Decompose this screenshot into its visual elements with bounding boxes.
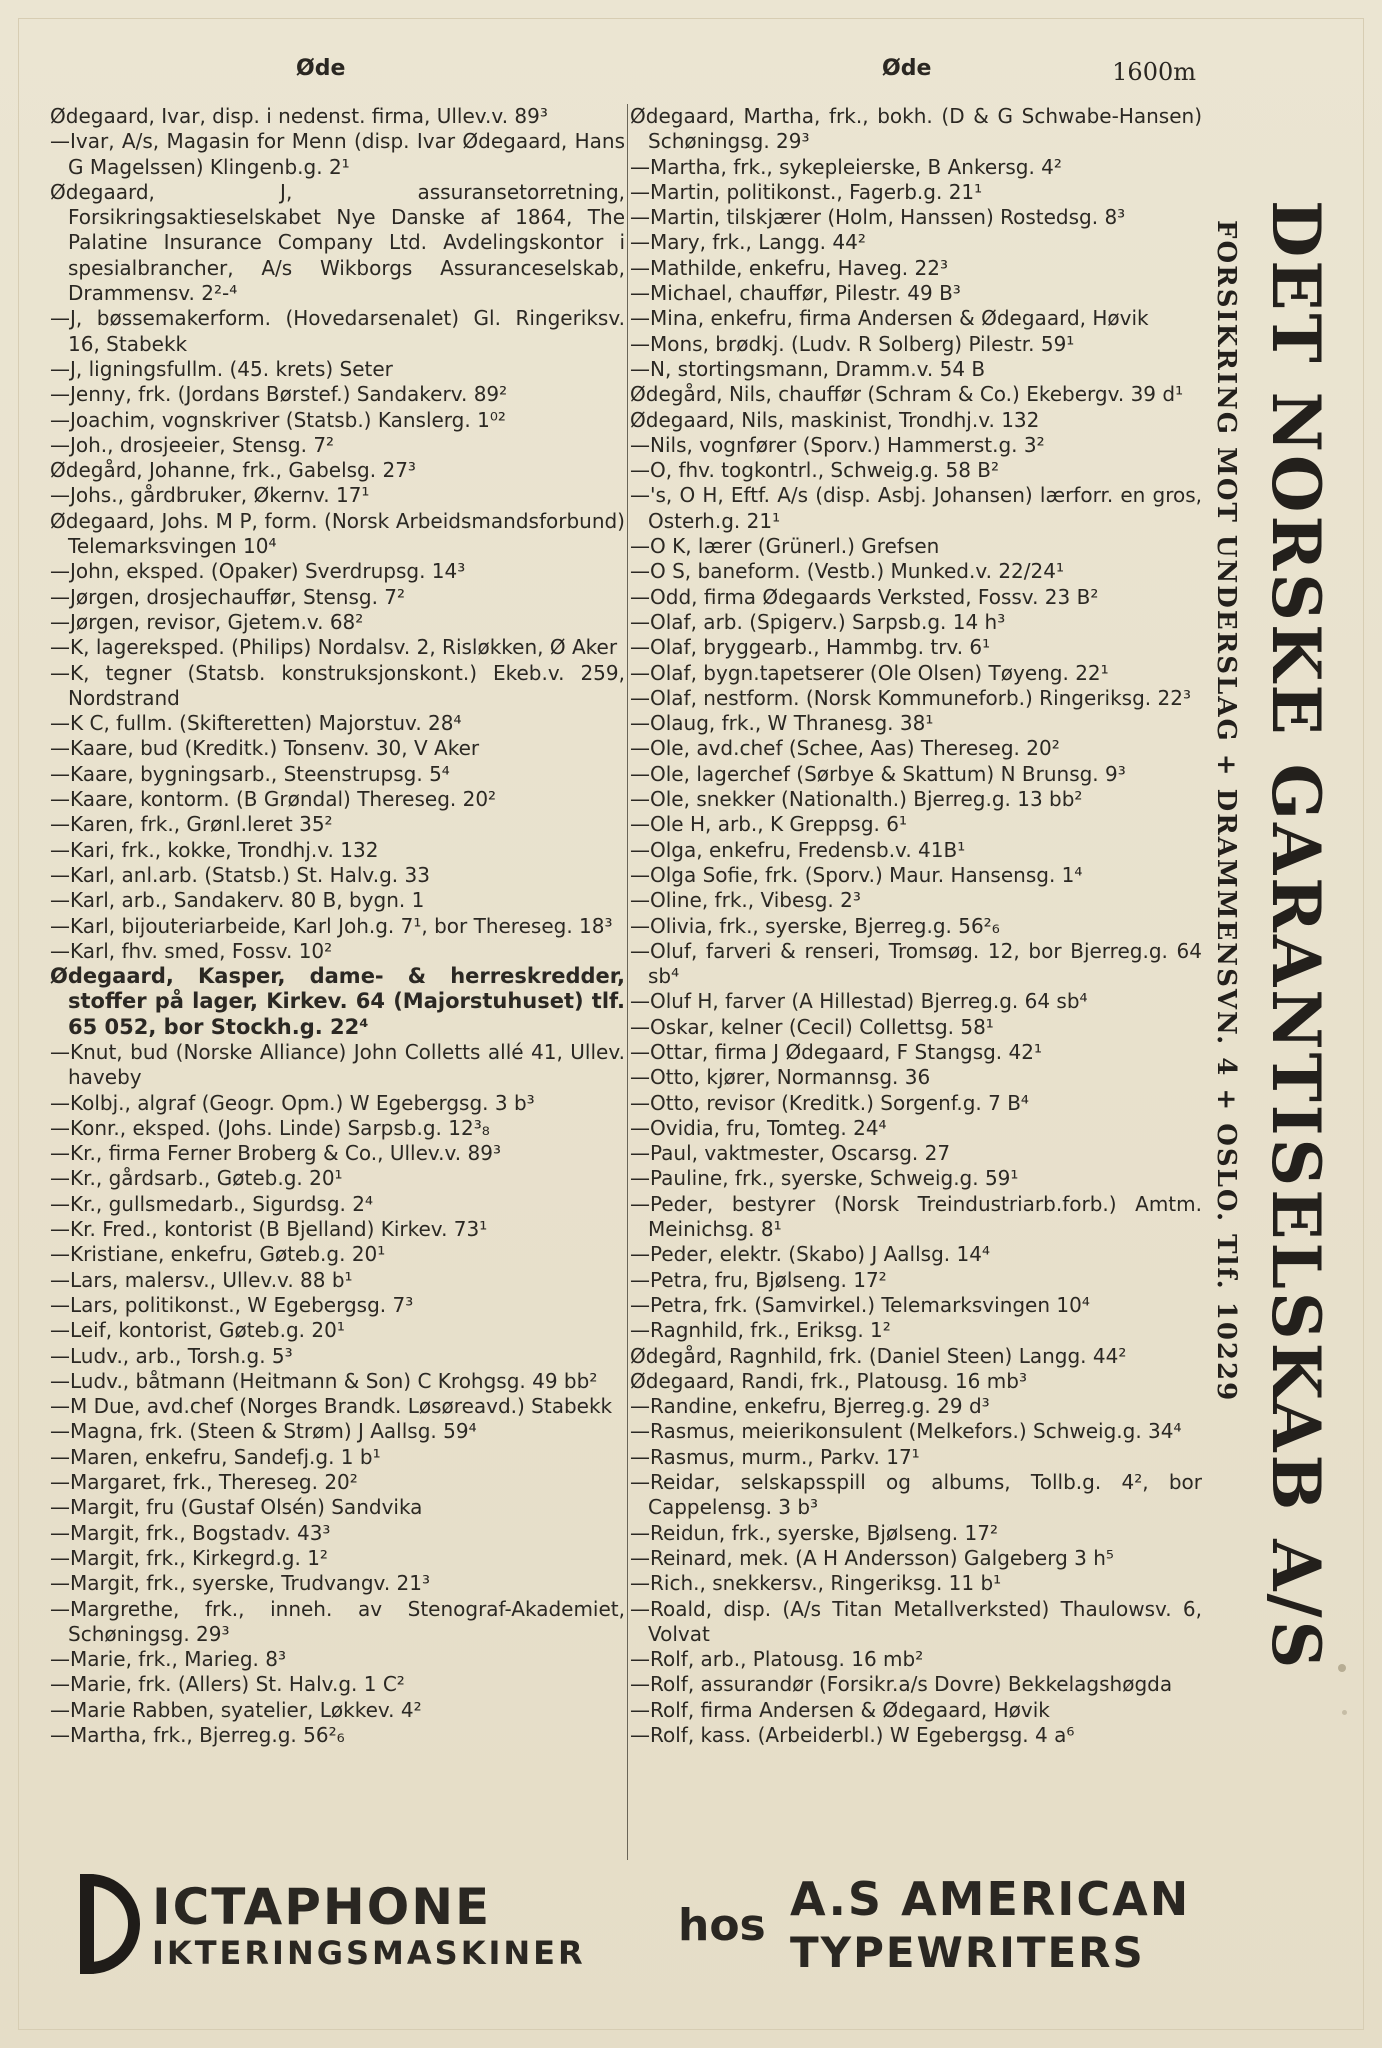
directory-entry: —Rasmus, meierikonsulent (Melkefors.) Schweig.g. 34⁴ — [630, 1419, 1182, 1444]
directory-entry: —Mina, enkefru, firma Andersen & Ødegaard, Høvik — [630, 306, 1149, 331]
directory-entry: —K C, fullm. (Skifteretten) Majorstuv. 28⁴ — [50, 711, 462, 736]
directory-entry: —Kolbj., algraf (Geogr. Opm.) W Egebergsg. 3 b³ — [50, 1090, 535, 1115]
directory-entry: —Rolf, kass. (Arbeiderbl.) W Egebergsg. 4 a⁶ — [630, 1723, 1075, 1747]
ad-american-word: A.S AMERICAN — [790, 1872, 1191, 1926]
directory-entry: —Johs., gårdbruker, Økernv. 17¹ — [50, 483, 370, 508]
directory-entry: —O S, baneform. (Vestb.) Munked.v. 22/24¹ — [630, 559, 1064, 584]
paper-speck — [1342, 1710, 1347, 1715]
directory-entry: —Martin, politikonst., Fagerb.g. 21¹ — [630, 179, 983, 204]
directory-entry: —Olaf, bryggearb., Hammbg. trv. 6¹ — [630, 635, 991, 660]
directory-entry: —Roald, disp. (A/s Titan Metallverksted) Thaulowsv. 6, Volvat — [630, 1596, 1202, 1646]
side-banner — [1205, 200, 1345, 1760]
directory-entry: —Kr. Fred., kontorist (B Bjelland) Kirkev. 73¹ — [50, 1217, 488, 1242]
directory-entry: —Martha, frk., sykepleierske, B Ankersg. 4² — [630, 154, 1062, 179]
directory-entry: —O K, lærer (Grünerl.) Grefsen — [630, 534, 940, 559]
directory-entry: —Mathilde, enkefru, Haveg. 22³ — [630, 255, 948, 280]
directory-entry: —Jørgen, revisor, Gjetem.v. 68² — [50, 609, 364, 634]
directory-entry: —Martha, frk., Bjerreg.g. 56²₆ — [50, 1723, 345, 1747]
directory-entry: —Mary, frk., Langg. 44² — [630, 230, 866, 255]
directory-entry: —Karen, frk., Grønl.leret 35² — [50, 812, 333, 837]
directory-entry: —Kari, frk., kokke, Trondhj.v. 132 — [50, 837, 379, 862]
directory-entry: —Peder, bestyrer (Norsk Treindustriarb.forb.) Amtm. Meinichsg. 8¹ — [630, 1191, 1202, 1242]
directory-entry: —Michael, chauffør, Pilestr. 49 B³ — [630, 281, 961, 306]
directory-entry: —Margrethe, frk., inneh. av Stenograf-Akademiet, Schøningsg. 29³ — [50, 1596, 625, 1646]
directory-entry: —Petra, frk. (Samvirkel.) Telemarksvingen 10⁴ — [630, 1292, 1090, 1317]
directory-entry: —Kr., firma Ferner Broberg & Co., Ullev.v. 89³ — [50, 1141, 501, 1166]
directory-entry: —Ole, snekker (Nationalth.) Bjerreg.g. 13 bb² — [630, 787, 1083, 812]
directory-entry: —Ludv., arb., Torsh.g. 5³ — [50, 1343, 293, 1368]
directory-entry: —Margit, fru (Gustaf Olsén) Sandvika — [50, 1495, 423, 1520]
directory-entry: —Otto, kjører, Normannsg. 36 — [630, 1065, 931, 1090]
directory-entry: —Rasmus, murm., Parkv. 17¹ — [630, 1444, 920, 1469]
ad-dictaphone-word: ICTAPHONE — [152, 1878, 492, 1936]
directory-entry: Ødegård, Nils, chauffør (Schram & Co.) Ekebergv. 39 d¹ — [630, 382, 1184, 407]
directory-entry: —Ole, avd.chef (Schee, Aas) Thereseg. 20² — [630, 736, 1060, 761]
directory-entry: —N, stortingsmann, Dramm.v. 54 B — [630, 356, 986, 381]
directory-entry: —Olaf, arb. (Spigerv.) Sarpsb.g. 14 h³ — [630, 609, 1006, 634]
directory-entry: —Margit, frk., syerske, Trudvangv. 21³ — [50, 1571, 430, 1596]
banner-subline: FORSIKRING MOT UNDERSLAG + DRAMMENSVN. 4 + OSLO. Tlf. 10229 — [1211, 220, 1241, 1403]
directory-entry: Ødegaard, Nils, maskinist, Trondhj.v. 132 — [630, 407, 1040, 432]
directory-entry: —Petra, fru, Bjølseng. 17² — [630, 1267, 887, 1292]
directory-entry: —J, bøssemakerform. (Hovedarsenalet) Gl. Ringeriksv. 16, Stabekk — [50, 306, 625, 356]
directory-entry: Ødegaard, Randi, frk., Platousg. 16 mb³ — [630, 1368, 1027, 1393]
directory-entry: —Pauline, frk., syerske, Schweig.g. 59¹ — [630, 1166, 1019, 1191]
header-left-label: Øde — [296, 56, 346, 81]
directory-entry: —Ivar, A/s, Magasin for Menn (disp. Ivar Ødegaard, Hans G Magelssen) Klingenb.g. 2¹ — [50, 129, 625, 179]
directory-entry: —Karl, fhv. smed, Fossv. 10² — [50, 938, 333, 963]
directory-entry: —Kaare, bud (Kreditk.) Tonsenv. 30, V Aker — [50, 736, 480, 761]
directory-entry: —Randine, enkefru, Bjerreg.g. 29 d³ — [630, 1394, 990, 1419]
directory-entry: Ødegaard, Martha, frk., bokh. (D & G Schwabe-Hansen) Schøningsg. 29³ — [630, 104, 1202, 154]
directory-entry: —Mons, brødkj. (Ludv. R Solberg) Pilestr. 59¹ — [630, 331, 1075, 356]
directory-entry: —Marie, frk. (Allers) St. Halv.g. 1 C² — [50, 1672, 405, 1697]
directory-entry: —Margit, frk., Bogstadv. 43³ — [50, 1520, 331, 1545]
directory-entry: —Ludv., båtmann (Heitmann & Son) C Krohgsg. 49 bb² — [50, 1368, 598, 1393]
directory-entry: —Kaare, bygningsarb., Steenstrupsg. 5⁴ — [50, 761, 450, 786]
directory-entry: —Reidun, frk., syerske, Bjølseng. 17² — [630, 1520, 998, 1545]
directory-entry: Ødegaard, Kasper, dame- & herreskredder, stoffer på lager, Kirkev. 64 (Majorstuhuset) tlf. 65 052, bor Stockh.g. 22⁴ — [50, 964, 625, 1039]
footer-advertisement — [60, 1870, 1210, 1980]
directory-entry: —Rolf, assurandør (Forsikr.a/s Dovre) Bekkelagshøgda — [630, 1672, 1173, 1697]
directory-entry: —Kr., gårdsarb., Gøteb.g. 20¹ — [50, 1166, 343, 1191]
directory-entry: —K, lagereksped. (Philips) Nordalsv. 2, Risløkken, Ø Aker — [50, 635, 618, 660]
directory-entry: —Ovidia, fru, Tomteg. 24⁴ — [630, 1115, 887, 1140]
ad-dikteringsmaskiner-word: IKTERINGSMASKINER — [152, 1934, 586, 1972]
directory-entry: —Lars, malersv., Ullev.v. 88 b¹ — [50, 1267, 353, 1292]
paper-speck — [1338, 1664, 1346, 1672]
directory-entry: Ødegaard, Ivar, disp. i nedenst. firma, Ullev.v. 89³ — [50, 104, 548, 128]
directory-entry: —Ole H, arb., K Greppsg. 6¹ — [630, 812, 907, 837]
directory-entry: Ødegaard, Johs. M P, form. (Norsk Arbeidsmandsforbund) Telemarksvingen 10⁴ — [50, 508, 625, 559]
page-number: 1600m — [1112, 58, 1196, 86]
directory-entry: —Kr., gullsmedarb., Sigurdsg. 2⁴ — [50, 1191, 373, 1216]
directory-entry: —Kaare, kontorm. (B Grøndal) Thereseg. 20² — [50, 787, 497, 812]
right-column — [630, 104, 1202, 1860]
directory-entry: —Joh., drosjeeier, Stensg. 7² — [50, 432, 335, 457]
directory-entry: —Leif, kontorist, Gøteb.g. 20¹ — [50, 1318, 345, 1343]
directory-entry: —O, fhv. togkontrl., Schweig.g. 58 B² — [630, 458, 1000, 483]
directory-entry: —Olga Sofie, frk. (Sporv.) Maur. Hansensg. 1⁴ — [630, 862, 1083, 887]
directory-entry: Ødegård, Johanne, frk., Gabelsg. 27³ — [50, 458, 416, 483]
directory-entry: —Karl, anl.arb. (Statsb.) St. Halv.g. 33 — [50, 862, 430, 887]
banner-company-name: DET NORSKE GARANTISELSKAB A/S — [1257, 200, 1335, 1672]
directory-entry: —Reinard, mek. (A H Andersson) Galgeberg 3 h⁵ — [630, 1545, 1114, 1570]
directory-entry: —John, eksped. (Opaker) Sverdrupsg. 14³ — [50, 559, 466, 584]
directory-entry: —Karl, bijouteriarbeide, Karl Joh.g. 7¹, bor Thereseg. 18³ — [50, 913, 613, 938]
directory-entry: —M Due, avd.chef (Norges Brandk. Løsøreavd.) Stabekk — [50, 1394, 613, 1419]
directory-entry: —Karl, arb., Sandakerv. 80 B, bygn. 1 — [50, 888, 425, 913]
directory-entry: —Kristiane, enkefru, Gøteb.g. 20¹ — [50, 1242, 386, 1267]
directory-entry: —Odd, firma Ødegaards Verksted, Fossv. 23 B² — [630, 584, 1099, 609]
directory-entry: —K, tegner (Statsb. konstruksjonskont.) Ekeb.v. 259, Nordstrand — [50, 660, 625, 710]
directory-entry: —Olaf, nestform. (Norsk Kommuneforb.) Ringeriksg. 22³ — [630, 685, 1191, 710]
directory-entry: Ødegaard, J, assuransetorretning, Forsikringsaktieselskabet Nye Danske af 1864, The Palatine Insurance Company Ltd. Avdelingskontor i spesialbrancher, A/s Wikborgs Assuranceselskab, Drammensv. 2²-⁴ — [50, 179, 625, 306]
directory-entry: —Rolf, arb., Platousg. 16 mb² — [630, 1647, 924, 1672]
column-divider — [627, 104, 628, 1860]
directory-entry: —Rolf, firma Andersen & Ødegaard, Høvik — [630, 1697, 1050, 1722]
directory-entry: —Olaug, frk., W Thranesg. 38¹ — [630, 711, 934, 736]
directory-entry: —Ottar, firma J Ødegaard, F Stangsg. 42¹ — [630, 1039, 1042, 1064]
ad-typewriters-word: TYPEWRITERS — [790, 1928, 1145, 1977]
directory-entry: —Magna, frk. (Steen & Strøm) J Aallsg. 59⁴ — [50, 1419, 477, 1444]
directory-entry: —Joachim, vognskriver (Statsb.) Kanslerg. 1⁰² — [50, 407, 506, 432]
directory-entry: —Oluf, farveri & renseri, Tromsøg. 12, bor Bjerreg.g. 64 sb⁴ — [630, 938, 1202, 989]
directory-entry: —Oskar, kelner (Cecil) Collettsg. 58¹ — [630, 1014, 994, 1039]
directory-entry: —Ole, lagerchef (Sørbye & Skattum) N Brunsg. 9³ — [630, 761, 1126, 786]
directory-entry: —Oline, frk., Vibesg. 2³ — [630, 888, 861, 913]
directory-entry: —Margaret, frk., Thereseg. 20² — [50, 1470, 358, 1495]
directory-entry: —Martin, tilskjærer (Holm, Hanssen) Rostedsg. 8³ — [630, 205, 1126, 230]
directory-entry: —Marie Rabben, syatelier, Løkkev. 4² — [50, 1697, 422, 1722]
directory-entry: —Olaf, bygn.tapetserer (Ole Olsen) Tøyeng. 22¹ — [630, 660, 1109, 685]
directory-entry: —Knut, bud (Norske Alliance) John Colletts allé 41, Ullev. haveby — [50, 1039, 625, 1090]
directory-entry: —Lars, politikonst., W Egebergsg. 7³ — [50, 1292, 414, 1317]
directory-entry: —Jørgen, drosjechauffør, Stensg. 7² — [50, 584, 406, 609]
directory-entry: —Oluf H, farver (A Hillestad) Bjerreg.g. 64 sb⁴ — [630, 989, 1088, 1014]
directory-entry: —Marie, frk., Marieg. 8³ — [50, 1647, 286, 1672]
directory-entry: —Rich., snekkersv., Ringeriksg. 11 b¹ — [630, 1571, 1002, 1596]
directory-entry: —J, ligningsfullm. (45. krets) Seter — [50, 356, 393, 381]
directory-entry: —Jenny, frk. (Jordans Børstef.) Sandakerv. 89² — [50, 382, 508, 407]
directory-entry: —Olga, enkefru, Fredensb.v. 41B¹ — [630, 837, 966, 862]
directory-entry: —Otto, revisor (Kreditk.) Sorgenf.g. 7 B⁴ — [630, 1090, 1029, 1115]
directory-entry: —Konr., eksped. (Johs. Linde) Sarpsb.g. 12³₈ — [50, 1115, 490, 1140]
directory-entry: —Margit, frk., Kirkegrd.g. 1² — [50, 1545, 328, 1570]
directory-entry: —Paul, vaktmester, Oscarsg. 27 — [630, 1141, 951, 1166]
directory-entry: —Ragnhild, frk., Eriksg. 1² — [630, 1318, 891, 1343]
directory-entry: —'s, O H, Eftf. A/s (disp. Asbj. Johansen) lærforr. en gros, Osterh.g. 21¹ — [630, 483, 1202, 533]
ad-hos-word: hos — [678, 1900, 766, 1951]
directory-entry: —Maren, enkefru, Sandefj.g. 1 b¹ — [50, 1444, 381, 1469]
directory-entry: Ødegård, Ragnhild, frk. (Daniel Steen) Langg. 44² — [630, 1343, 1127, 1368]
directory-entry: —Peder, elektr. (Skabo) J Aallsg. 14⁴ — [630, 1242, 990, 1267]
big-d-letter-mark — [80, 1874, 140, 1974]
directory-entry: —Reidar, selskapsspill og albums, Tollb.g. 4², bor Cappelensg. 3 b³ — [630, 1470, 1202, 1520]
left-column — [50, 104, 625, 1860]
directory-entry: —Olivia, frk., syerske, Bjerreg.g. 56²₆ — [630, 913, 1000, 938]
header-middle-label: Øde — [882, 56, 932, 81]
directory-entry: —Nils, vognfører (Sporv.) Hammerst.g. 3² — [630, 432, 1045, 457]
